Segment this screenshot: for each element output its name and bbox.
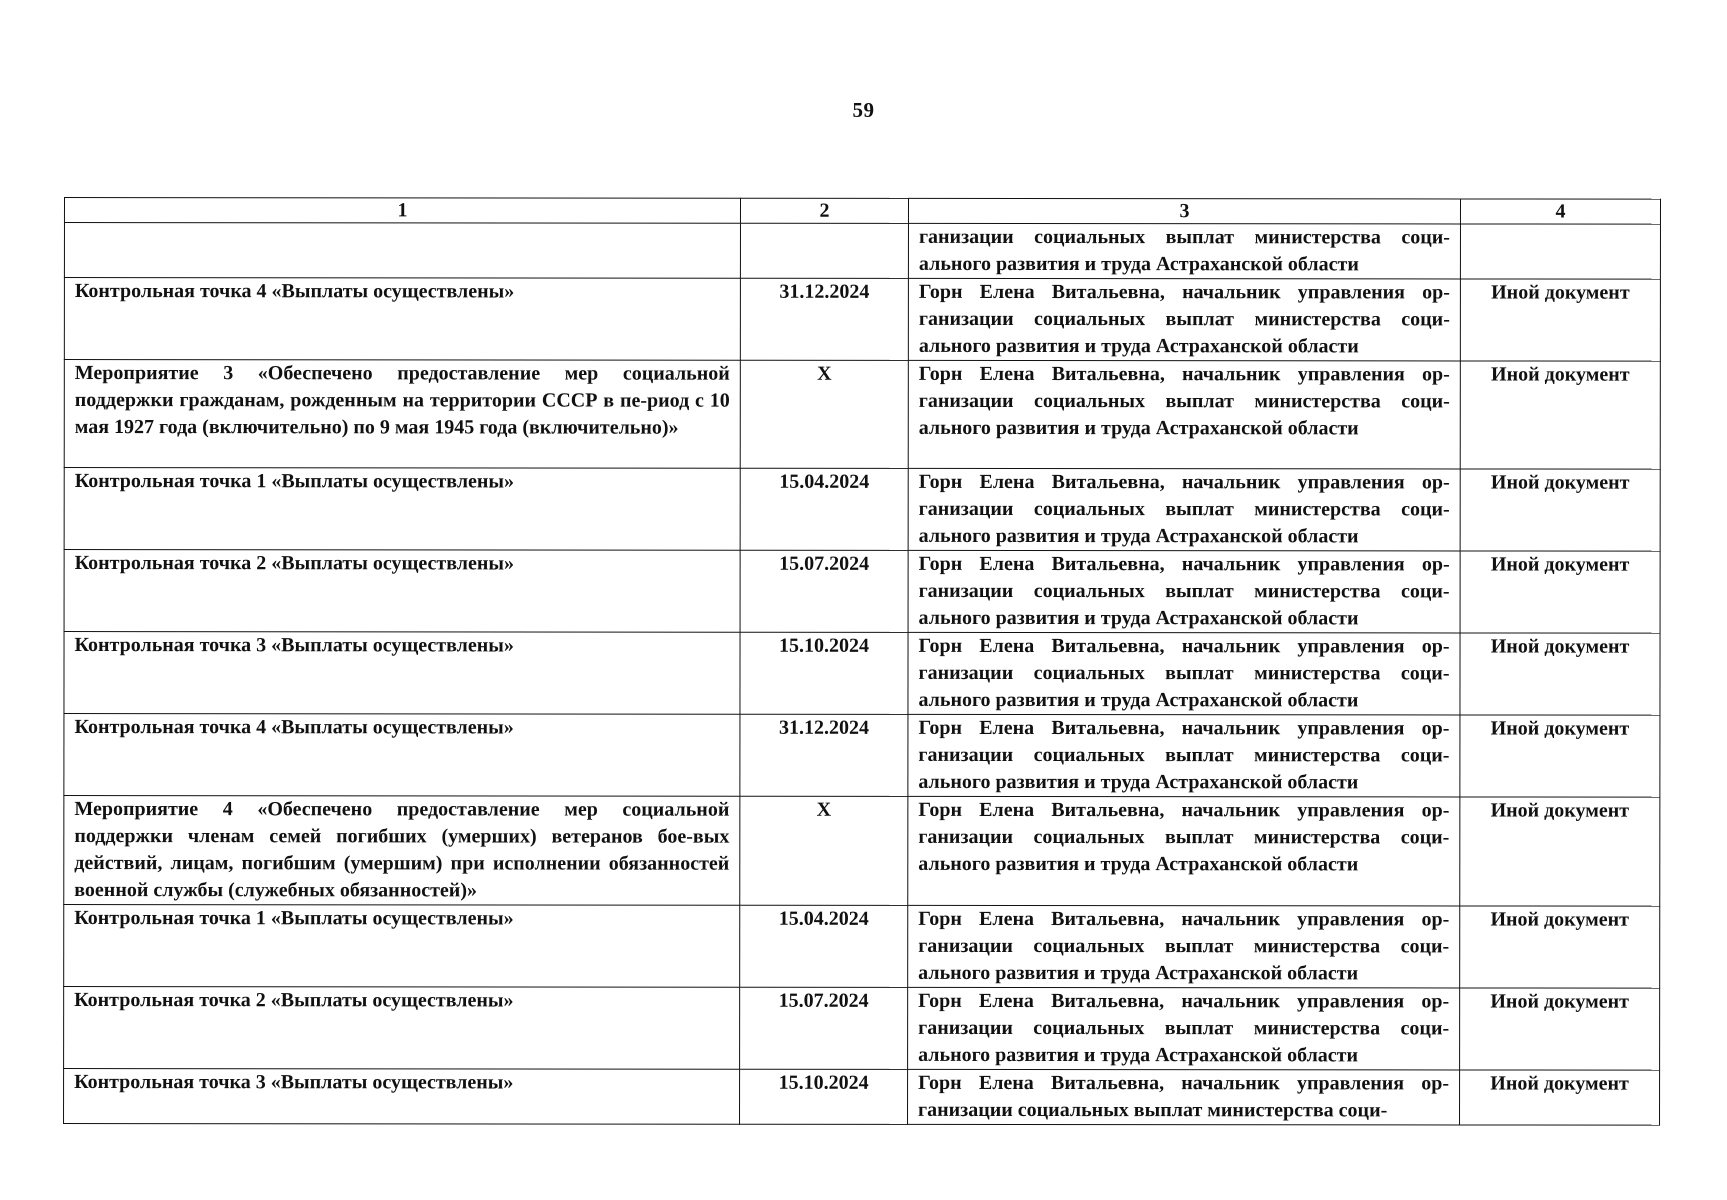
cell-document: Иной документ [1460,906,1660,988]
cell-responsible: Горн Елена Витальевна, начальник управления ор-ганизации социальных выплат министерства соци-ального развития и труда Астраханской области [908,278,1460,361]
measures-table [63,197,1661,1126]
cell-document: Иной документ [1460,469,1660,551]
cell-document: Иной документ [1460,797,1660,906]
cell-name: Контрольная точка 4 «Выплаты осуществлены» [64,714,740,797]
table-header-row [64,198,1660,225]
cell-date: 15.07.2024 [740,987,908,1069]
cell-date: X [740,796,908,905]
table-row [64,714,1660,798]
cell-date: 15.10.2024 [740,1069,908,1124]
cell-responsible: Горн Елена Витальевна, начальник управления ор-ганизации социальных выплат министерства соци-ального развития и труда Астраханской области [908,360,1460,469]
table-row [64,632,1660,716]
cell-date: 31.12.2024 [740,714,908,796]
table-row [64,905,1660,989]
cell-date: 31.12.2024 [740,278,908,360]
cell-name: Контрольная точка 1 «Выплаты осуществлены» [64,468,740,551]
cell-date: 15.10.2024 [740,632,908,714]
table-row [64,278,1660,362]
cell-responsible: Горн Елена Витальевна, начальник управления ор-ганизации социальных выплат министерства соци-ального развития и труда Астраханской области [908,905,1460,988]
cell-document [1460,224,1660,279]
cell-document: Иной документ [1460,1070,1660,1125]
page-number: 59 [852,98,875,122]
column-header-4: 4 [1460,199,1660,224]
cell-responsible: Горн Елена Витальевна, начальник управления ор-ганизации социальных выплат министерства соци-ального развития и труда Астраханской области [908,796,1460,906]
cell-responsible: Горн Елена Витальевна, начальник управления ор-ганизации социальных выплат министерства соци-ального развития и труда Астраханской области [908,987,1460,1070]
cell-date: 15.04.2024 [740,905,908,987]
cell-name: Контрольная точка 4 «Выплаты осуществлены» [64,278,740,361]
table-row [64,987,1660,1071]
table-row [64,223,1660,280]
cell-date: 15.04.2024 [740,468,908,550]
cell-responsible: ганизации социальных выплат министерства соци-ального развития и труда Астраханской области [908,223,1460,279]
cell-name: Контрольная точка 2 «Выплаты осуществлены» [64,550,740,633]
cell-responsible: Горн Елена Витальевна, начальник управления ор-ганизации социальных выплат министерства соци-ального развития и труда Астраханской области [908,714,1460,797]
column-header-2: 2 [740,198,908,223]
cell-responsible: Горн Елена Витальевна, начальник управления ор-ганизации социальных выплат министерства соци-ального развития и труда Астраханской области [908,468,1460,551]
cell-responsible: Горн Елена Витальевна, начальник управления ор-ганизации социальных выплат министерства соци- [908,1069,1460,1125]
cell-document: Иной документ [1460,633,1660,715]
table-row [64,468,1660,552]
cell-name: Контрольная точка 3 «Выплаты осуществлены» [64,632,740,715]
column-header-1: 1 [64,198,740,224]
cell-name: Мероприятие 4 «Обеспечено предоставление мер социальной поддержки членам семей погибших (умерших) ветеранов бое-вых действий, лицам, погибшим (умершим) при исполнении обязанностей военной службы (служебных обязанностей)» [64,796,740,906]
cell-name: Контрольная точка 1 «Выплаты осуществлены» [64,905,740,988]
cell-responsible: Горн Елена Витальевна, начальник управления ор-ганизации социальных выплат министерства соци-ального развития и труда Астраханской области [908,632,1460,715]
cell-document: Иной документ [1460,715,1660,797]
table-row [64,360,1660,470]
cell-document: Иной документ [1460,988,1660,1070]
cell-responsible: Горн Елена Витальевна, начальник управления ор-ганизации социальных выплат министерства соци-ального развития и труда Астраханской области [908,550,1460,633]
table-row [64,550,1660,634]
cell-name: Контрольная точка 3 «Выплаты осуществлены» [64,1069,740,1125]
table-row [64,796,1660,907]
column-header-3: 3 [908,198,1460,224]
cell-name [64,223,740,279]
cell-date: 15.07.2024 [740,550,908,632]
cell-date [740,223,908,278]
cell-document: Иной документ [1460,361,1660,469]
cell-document: Иной документ [1460,551,1660,633]
table-row [64,1069,1660,1126]
cell-name: Мероприятие 3 «Обеспечено предоставление мер социальной поддержки гражданам, рожденным на территории СССР в пе-риод с 10 мая 1927 года (включительно) по 9 мая 1945 года (включительно)» [64,360,740,469]
cell-date: X [740,360,908,468]
cell-document: Иной документ [1460,279,1660,361]
cell-name: Контрольная точка 2 «Выплаты осуществлены» [64,987,740,1070]
